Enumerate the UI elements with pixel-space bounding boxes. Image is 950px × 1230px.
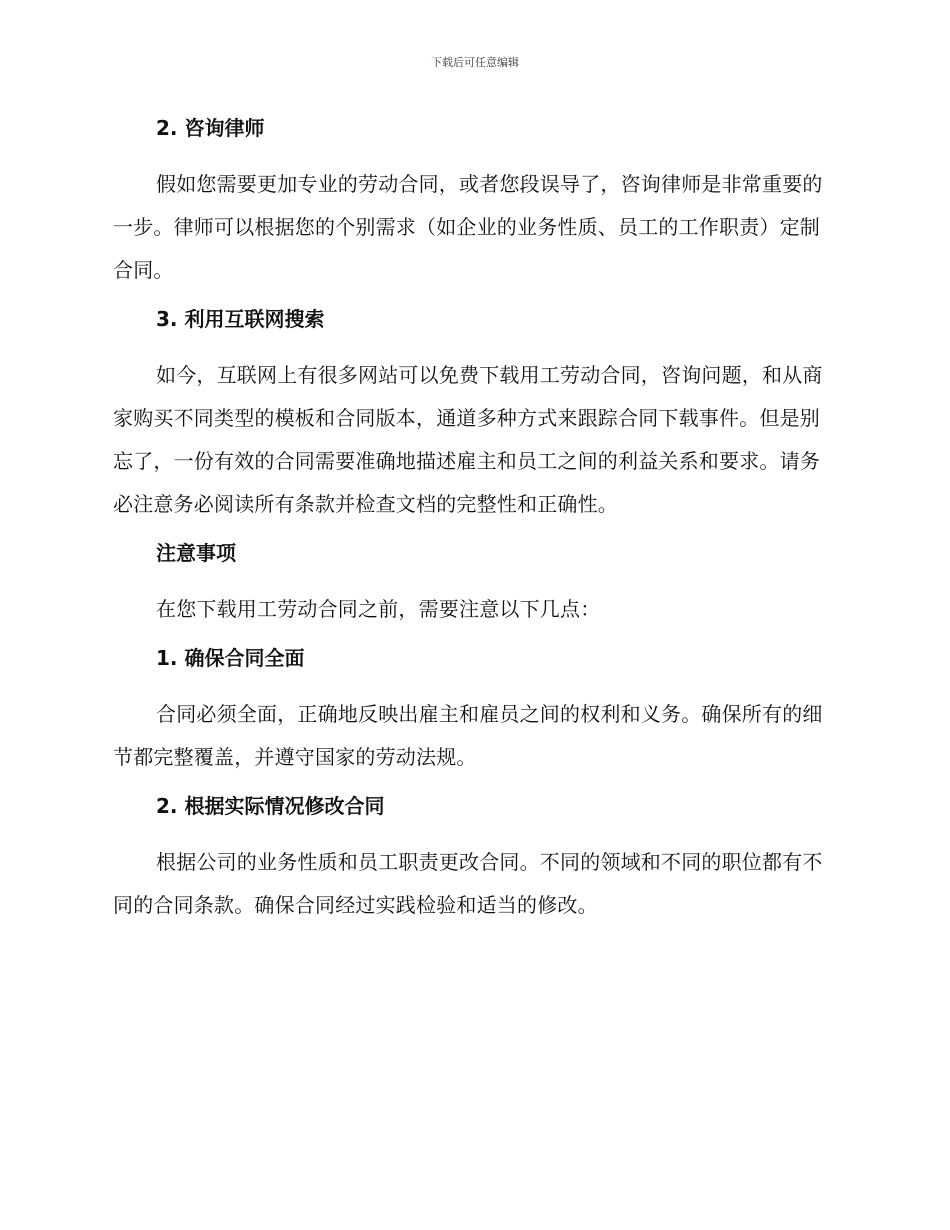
- paragraph-modify-contract: 根据公司的业务性质和员工职责更改合同。不同的领域和不同的职位都有不同的合同条款。确保合同经过实践检验和适当的修改。: [113, 850, 823, 917]
- heading-complete-contract: 1. 确保合同全面: [156, 646, 305, 670]
- heading-internet-search: 3. 利用互联网搜索: [156, 307, 325, 331]
- heading-notes: 注意事项: [156, 541, 236, 565]
- paragraph-complete-contract: 合同必须全面，正确地反映出雇主和雇员之间的权利和义务。确保所有的细节都完整覆盖，并遵守国家的劳动法规。: [113, 702, 823, 769]
- paragraph-internet-search: 如今，互联网上有很多网站可以免费下载用工劳动合同，咨询问题，和从商家购买不同类型的模板和合同版本，通道多种方式来跟踪合同下载事件。但是别忘了，一份有效的合同需要准确地描述雇主和员工之间的利益关系和要求。请务必注意务必阅读所有条款并检查文档的完整性和正确性。: [113, 363, 823, 516]
- heading-modify-contract: 2. 根据实际情况修改合同: [156, 794, 385, 818]
- paragraph-consult-lawyer: 假如您需要更加专业的劳动合同，或者您段误导了，咨询律师是非常重要的一步。律师可以根据您的个别需求（如企业的业务性质、员工的工作职责）定制合同。: [113, 172, 823, 282]
- paragraph-notes-intro: 在您下载用工劳动合同之前，需要注意以下几点：: [156, 597, 601, 621]
- page-header: 下载后可任意编辑: [431, 56, 519, 69]
- document-body: [113, 111, 831, 937]
- heading-consult-lawyer: 2. 咨询律师: [156, 116, 265, 140]
